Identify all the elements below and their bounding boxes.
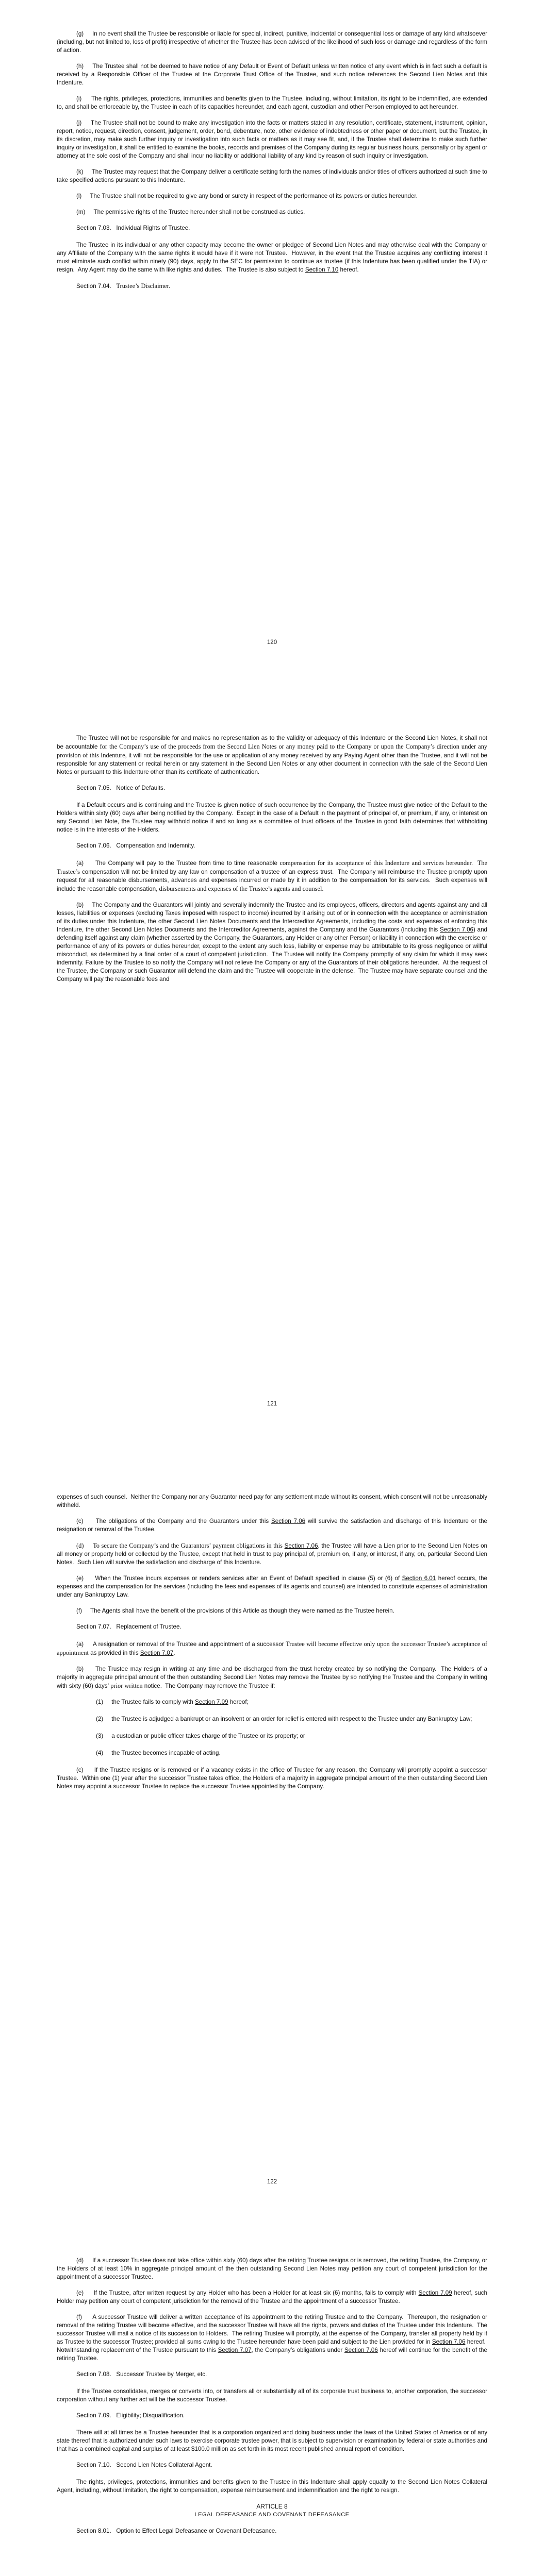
p706b-rest: ) and defending itself against any claim (whether asserted by the Company, the Guarantors, any Holder or any other Person) or liability in connection with the exercise or performance of any of its powers or duties hereunder, except to the extent any such loss, liability or expense may be attributable to its gross negligence or willful misconduct, as determined by a final order of a court of competent jurisdiction. The Trustee will notify the Company promptly of any claim for which it may seek indemnity. Failure by the Trustee to so notify the Company will not relieve the Company or any of the Guarantors of their obligations hereunder. At the request of the Trustee, the Company or such Guarantor will defend the claim and the Trustee will cooperate in the defense. The Trustee may have separate counsel and the Company will pay the reasonable fees and — [57, 926, 487, 982]
section-7-05-heading: Section 7.05. Notice of Defaults. — [76, 785, 166, 791]
list-item-3: (3) a custodian or public officer takes charge of the Trustee or its property; or — [96, 1733, 305, 1739]
p707a-start: (a) A resignation or removal of the Trustee and appointment of a successor — [76, 1641, 284, 1648]
page-122-content — [57, 1493, 487, 1799]
paragraph-7-07-b — [57, 1665, 487, 1690]
paragraph-7-02-g: (g) In no event shall the Trustee be responsible or liable for special, indirect, punitive, incidental or consequential loss or damage of any kind whatsoever (including, but not limited to, loss of profit) irrespective of whether the Trustee has been advised of the likelihood of such loss or damage and regardless of the form of action. — [57, 30, 487, 54]
p707f-end: hereof will continue for the benefit of the retiring Trustee. — [57, 2347, 487, 2362]
paragraph-7-07-d: (d) If a successor Trustee does not take office within sixty (60) days after the retiring Trustee resigns or is removed, the retiring Trustee, the Company, or the Holders of at least 10% in aggregate principal amount of the then outstanding Second Lien Notes may petition any court of competent jurisdiction for the appointment of a successor Trustee. — [57, 2257, 487, 2280]
page-123-content — [57, 2257, 487, 2544]
section-7-06-link[interactable]: Section 7.06 — [344, 2347, 378, 2353]
section-7-03-text — [57, 241, 487, 274]
section-7-06-link[interactable]: Section 7.06 — [440, 926, 473, 933]
p706a-start: (a) The Company will pay to the Trustee from time to time reasonable — [76, 860, 277, 867]
section-7-06-link[interactable]: Section 7.06 — [271, 1518, 306, 1524]
paragraph-7-07-c: (c) If the Trustee resigns or is removed or if a vacancy exists in the office of Trustee for any reason, the Company will promptly appoint a successor Trustee. Within one (1) year after the successor Trustee takes office, the Holders of a majority in aggregate principal amount of the then outstanding Second Lien Notes may appoint a successor Trustee to replace the successor Trustee appointed by the Company. — [57, 1767, 487, 1790]
section-8-01-heading: Section 8.01. Option to Effect Legal Defeasance or Covenant Defeasance. — [76, 2528, 277, 2534]
paragraph-7-06-f: (f) The Agents shall have the benefit of the provisions of this Article as though they were named as the Trustee herein. — [76, 1607, 394, 1614]
paragraph-7-02-i: (i) The rights, privileges, protections, immunities and benefits given to the Trustee, including, without limitation, its right to be indemnified, are extended to, and shall be enforceable by, the Trustee in each of its capacities hereunder, and each agent, custodian and other Person employed to act hereunder. — [57, 95, 487, 110]
paragraph-7-07-a — [57, 1640, 487, 1657]
section-7-09-link[interactable]: Section 7.09 — [195, 1699, 228, 1705]
page-121-content — [57, 734, 487, 991]
p706d-serif: (d) To secure the Company’s and the Guarantors’ payment obligations in this — [76, 1542, 283, 1549]
section-7-10-link[interactable]: Section 7.10 — [305, 266, 339, 273]
section-7-04-part-a: The Trustee will not be responsible for and makes no representation as to the validity or adequacy of this Indenture or the Second Lien Notes, it shall not be accountable — [57, 735, 487, 750]
list-item-2: (2) the Trustee is adjudged a bankrupt or an insolvent or an order for relief is entered with respect to the Trustee under any Bankruptcy Law; — [96, 1716, 472, 1722]
p707f-mid: hereof. Notwithstanding replacement of the Trustee pursuant to this — [57, 2338, 488, 2353]
page-number: 120 — [267, 639, 277, 646]
section-7-06-heading: Section 7.06. Compensation and Indemnity. — [76, 842, 195, 849]
paragraph-7-02-m: (m) The permissive rights of the Trustee hereunder shall not be construed as duties. — [76, 209, 305, 215]
p707a-pre: as provided in this — [90, 1650, 139, 1656]
p707e-rest: hereof, such Holder may petition any court of competent jurisdiction for the removal of the Trustee and the appointment of a successor Trustee. — [57, 2290, 487, 2304]
article-8-title: ARTICLE 8 — [256, 2503, 288, 2510]
list-item-4: (4) the Trustee becomes incapable of acting. — [96, 1750, 221, 1756]
item1-end: hereof; — [228, 1699, 249, 1705]
p706e-start: (e) When the Trustee incurs expenses or renders services after an Event of Default specified in clause (5) or (6) of — [76, 1575, 400, 1582]
paragraph-7-06-b — [57, 901, 487, 984]
p707f-start: (f) A successor Trustee will deliver a written acceptance of its appointment to the retiring Trustee and to the Company. Thereupon, the resignation or removal of the retiring Trustee will become effective, and the successor Trustee will have all the rights, powers and duties of the Trustee under this Indenture. The successor Trustee will mail a notice of its succession to Holders. The retiring Trustee will promptly, at the expense of the Company, transfer all property held by it as Trustee to the successor Trustee; provided all sums owing to the Trustee hereunder have been paid and subject to the Lien provided for in — [57, 2314, 487, 2345]
section-7-09-heading: Section 7.09. Eligibility; Disqualification. — [76, 2412, 185, 2419]
section-7-10-heading: Section 7.10. Second Lien Notes Collateral Agent. — [76, 2462, 212, 2468]
p706a-serif: compensation for its acceptance of this Indenture and services hereunder. The Trustee’s — [57, 859, 487, 875]
section-7-10-text: The rights, privileges, protections, immunities and benefits given to the Trustee in this Indenture shall apply equally to the Second Lien Notes Collateral Agent, including, without limitation, the right to compensation, expense reimbursement and indemnification and the right to resign. — [57, 2479, 487, 2494]
section-7-08-heading: Section 7.08. Successor Trustee by Merger, etc. — [76, 2371, 207, 2378]
section-7-07-link[interactable]: Section 7.07 — [140, 1650, 174, 1656]
section-7-04-number: Section 7.04. — [76, 283, 111, 290]
page-number: 121 — [267, 1400, 277, 1407]
paragraph-7-06-c — [57, 1517, 487, 1534]
section-7-08-text: If the Trustee consolidates, merges or converts into, or transfers all or substantially all of its corporate trust business to, another corporation, the successor corporation without any further act will be the successor Trustee. — [57, 2388, 487, 2403]
page-number: 122 — [267, 2178, 277, 2185]
section-7-07-heading: Section 7.07. Replacement of Trustee. — [76, 1623, 182, 1630]
section-7-06-link[interactable]: Section 7.06 — [284, 1543, 318, 1549]
p706c-start: (c) The obligations of the Company and the Guarantors under this — [76, 1518, 269, 1524]
paragraph-7-06-e — [57, 1574, 487, 1599]
paragraph-7-06-d — [57, 1541, 487, 1567]
paragraph-7-02-l: (l) The Trustee shall not be required to give any bond or surety in respect of the performance of its powers or duties hereunder. — [76, 193, 418, 199]
p707a-serif: Trustee will become effective only upon the successor Trustee’s acceptance of appointment — [57, 1640, 487, 1656]
section-7-03-body: The Trustee in its individual or any other capacity may become the owner or pledgee of Second Lien Notes and may otherwise deal with the Company or any Affiliate of the Company with the same rights it would have if it were not Trustee. However, in the event that the Trustee acquires any conflicting interest it must eliminate such conflict within ninety (90) days, apply to the SEC for permission to continue as trustee (if this Indenture has been qualified under the TIA) or resign. Any Agent may do the same with like rights and duties. The Trustee is also subject to — [57, 242, 487, 273]
p707e-start: (e) If the Trustee, after written request by any Holder who has been a Holder for at least six (6) months, fails to comply with — [76, 2290, 417, 2296]
p707a-end: . — [173, 1650, 175, 1656]
section-7-06-link[interactable]: Section 7.06 — [432, 2338, 466, 2345]
paragraph-7-07-f — [57, 2313, 487, 2363]
p706a-serif2: disbursements and expenses of the Trustee’s agents and counsel. — [159, 885, 324, 892]
section-7-03-heading: Section 7.03. Individual Rights of Trustee. — [76, 225, 190, 231]
section-7-04-text — [57, 734, 487, 776]
section-6-01-link[interactable]: Section 6.01 — [402, 1575, 436, 1582]
section-7-09-link[interactable]: Section 7.09 — [418, 2290, 452, 2296]
p706c-rest: will survive the satisfaction and discharge of this Indenture or the resignation or removal of the Trustee. — [57, 1518, 487, 1533]
p706a-rest: compensation will not be limited by any law on compensation of a trustee of an express trust. The Company will reimburse the Trustee promptly upon request for all reasonable disbursements, advances and expenses incurred or made by it in addition to the compensation for its services. Such expenses will include the reasonable compensation, — [57, 869, 487, 892]
paragraph-7-06-a — [57, 859, 487, 893]
paragraph-7-06-b-continued: expenses of such counsel. Neither the Company nor any Guarantor need pay for any settlement made without its consent, which consent will not be unreasonably withheld. — [57, 1494, 487, 1509]
paragraph-7-02-k: (k) The Trustee may request that the Company deliver a certificate setting forth the names of individuals and/or titles of officers authorized at such time to take specified actions pursuant to this Indenture. — [57, 168, 487, 183]
p706b-start: (b) The Company and the Guarantors will jointly and severally indemnify the Trustee and its employees, officers, directors and agents against any and all losses, liabilities or expenses (excluding Taxes imposed with respect to income) incurred by it arising out of or in connection with the acceptance or administration of its duties under this Indenture, the other Second Lien Notes Documents and the Intercreditor Agreements, including the costs and expenses of enforcing this Indenture, the other Second Lien Notes Documents and the Intercreditor Agreements, against the Company and the Guarantors (including this — [57, 902, 487, 933]
paragraph-7-02-j: (j) The Trustee shall not be bound to make any investigation into the facts or matters stated in any resolution, certificate, statement, instrument, opinion, report, notice, request, direction, consent, judgement, order, bond, debenture, note, other evidence of indebtedness or other paper or document, but the Trustee, in its discretion, may make such further inquiry or investigation into such facts or matters as it may see fit, and, if the Trustee shall determine to make such further inquiry or investigation, it shall be entitled to examine the books, records and premises of the Company during its regular business hours, personally or by agent or attorney at the sole cost of the Company and shall incur no liability or additional liability of any kind by reason of such inquiry or investigation. — [57, 120, 487, 159]
p707b-serif: prior written — [109, 1682, 143, 1689]
p706e-rest: hereof occurs, the expenses and the compensation for the services (including the fees and expenses of its agents and counsel) are intended to constitute expenses of administration under any Bankruptcy Law. — [57, 1575, 487, 1598]
list-item-1 — [57, 1698, 487, 1706]
p707b-text: (b) The Trustee may resign in writing at any time and be discharged from the trust hereby created by so notifying the Company. The Holders of a majority in aggregate principal amount of the then outstanding Second Lien Notes may remove the Trustee by so notifying the Trustee and the Company in writing with sixty (60) days’ — [57, 1666, 487, 1689]
item1-pre: (1) the Trustee fails to comply with — [96, 1699, 193, 1705]
p707b-end: notice. The Company may remove the Trustee if: — [144, 1683, 275, 1689]
section-7-04-title: Trustee’s Disclaimer. — [116, 282, 171, 290]
p707f-mid2: , the Company’s obligations under — [251, 2347, 343, 2353]
article-8-subtitle: LEGAL DEFEASANCE AND COVENANT DEFEASANCE — [194, 2512, 350, 2518]
paragraph-7-02-h: (h) The Trustee shall not be deemed to have notice of any Default or Event of Default unless written notice of any event which is in fact such a default is received by a Responsible Officer of the Trustee at the Corporate Trust Office of the Trustee, and such notice references the Second Lien Notes and this Indenture. — [57, 63, 487, 86]
page-120-content — [57, 30, 487, 299]
section-7-03-end: hereof. — [338, 266, 359, 273]
p706d-rest: , the Trustee will have a Lien prior to the Second Lien Notes on all money or property held or collected by the Trustee, except that held in trust to pay principal of, premium on, if any, or interest, if any, on, particular Second Lien Notes. Such Lien will survive the satisfaction and discharge of this Indenture. — [57, 1543, 487, 1566]
section-7-04-part-b: for the Company’s use of the proceeds from the Second Lien Notes or any money paid to the Company or upon the Company’s direction under any provision of this Indenture, — [57, 743, 487, 759]
section-7-05-text: If a Default occurs and is continuing and the Trustee is given notice of such occurrence by the Company, the Trustee must give notice of the Default to the Holders within sixty (60) days after being notified by the Company. Except in the case of a Default in the payment of principal of, or premium, if any, or interest on any Second Lien Note, the Trustee may withhold notice if and so long as a committee of trust officers of the Trustee in good faith determines that withholding notice is in the interests of the Holders. — [57, 802, 487, 833]
paragraph-7-07-e — [57, 2289, 487, 2306]
section-7-04-part-c: it will not be responsible for the use or application of any money received by any Paying Agent other than the Trustee, and it will not be responsible for any statement or recital herein or any statement in the Second Lien Notes or any other document in connection with the sale of the Second Lien Notes or pursuant to this Indenture other than its certificate of authentication. — [57, 752, 487, 775]
section-7-04-heading — [57, 282, 487, 291]
section-7-09-text: There will at all times be a Trustee hereunder that is a corporation organized and doing business under the laws of the United States of America or of any state thereof that is authorized under such laws to exercise corporate trustee power, that is subject to supervision or examination by federal or state authorities and that has a combined capital and surplus of at least $100.0 million as set forth in its most recent published annual report of condition. — [57, 2429, 487, 2452]
section-7-07-link[interactable]: Section 7.07 — [218, 2347, 252, 2353]
